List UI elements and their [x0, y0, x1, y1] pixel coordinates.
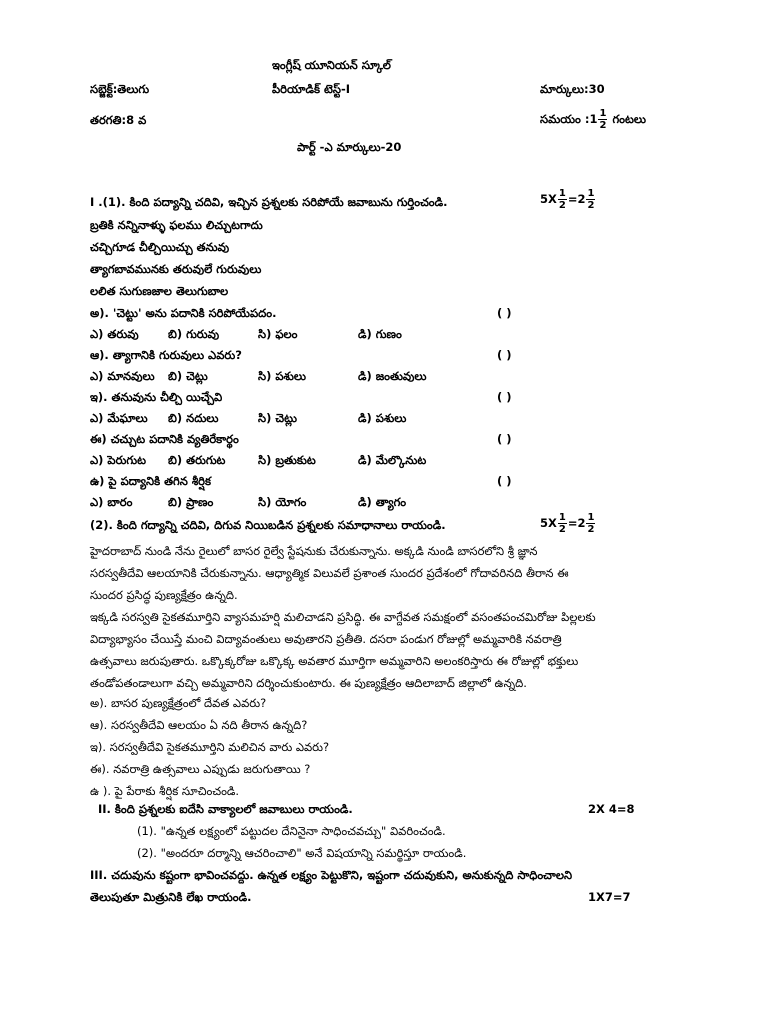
q1-option: ఎ) తరువు — [90, 327, 139, 341]
answer-bracket: ( ) — [497, 306, 512, 320]
section-two-item: (1). "ఉన్నత లక్ష్యంలో పట్టుదల దేనినైనా సాధించవచ్చు" వివరించండి. — [137, 824, 446, 838]
q1-option: సి) పశులు — [258, 369, 306, 383]
time-suffix: గంటలు — [612, 112, 646, 126]
marks-total: మార్కులు:30 — [540, 82, 605, 96]
time-fraction: $\frac{1}{2}$ — [599, 108, 607, 131]
q1-question: ఆ). త్యాగానికి గురువులు ఎవరు? — [90, 348, 242, 362]
poem-line: చచ్చిగూడ చీల్చియిచ్చు తనువు — [90, 240, 230, 254]
q1-option: సి) ఫలం — [258, 327, 298, 341]
poem-line: బ్రతికి నన్నినాళ్ళు ఫలము లిచ్చుటగాదు — [90, 218, 263, 232]
q1-option: డి) గుణం — [358, 327, 402, 341]
school-name: ఇంగ్లీష్ యూనియన్ స్కూల్ — [272, 58, 391, 72]
q2-question: ఇ). సరస్వతీదేవి సైకతమూర్తిని మలిచిన వారు ఎవరు? — [90, 740, 330, 754]
q1-option: ఎ) పెరుగుట — [90, 453, 146, 467]
q1-option: సి) బ్రతుకుట — [258, 453, 316, 467]
answer-bracket: ( ) — [497, 390, 512, 404]
q1-option: బి) తరుగుట — [168, 453, 226, 467]
section-three-line1: III. చదువును కష్టంగా భావించవద్దు. ఉన్నత లక్ష్యం పెట్టుకొని, ఇష్టంగా చదువుకుని, అనుకున్నది సాధించాలని — [90, 868, 573, 882]
passage-line: విద్యాభ్యాసం చేయిస్తే మంచి విద్యావంతులు అవుతారని ప్రతీతి. దసరా పండుగ రోజుల్లో అమ్మవారికి నవరాత్రి — [90, 632, 562, 646]
q1-marks: 5X $\frac{1}{2}$ =2 $\frac{1}{2}$ — [540, 188, 595, 211]
section-three-line2: తెలుపుతూ మిత్రునికి లేఖ రాయండి. — [90, 890, 252, 904]
q1-option: డి) మేల్కొనుట — [358, 453, 427, 467]
q1-question: ఉ) పై పద్యానికి తగిన శీర్షిక — [90, 474, 211, 488]
q1-question: అ). 'చెట్టు' అను పదానికి సరిపోయేపదం. — [90, 306, 277, 320]
answer-bracket: ( ) — [497, 474, 512, 488]
q1-option: ఎ) మానవులు — [90, 369, 155, 383]
passage-line: ఉత్సవాలు జరుపుతారు. ఒక్కొక్కరోజు ఒక్కొక్క అవతార మూర్తిగా అమ్మవారిని అలంకరిస్తారు ఈ రోజుల్లో భక్తులు — [90, 654, 579, 668]
q2-questions — [90, 692, 690, 802]
q1-option: సి) యోగం — [258, 495, 307, 509]
section-two-heading: II. కింది ప్రశ్నలకు ఐదేసి వాక్యాలలో జవాబులు రాయండి. — [98, 802, 353, 816]
answer-bracket: ( ) — [497, 348, 512, 362]
time-prefix: సమయం :1 — [540, 112, 598, 126]
passage-line: సుందర ప్రసిద్ధ పుణ్యక్షేత్రం ఉన్నది. — [90, 588, 238, 602]
q1-option: బి) గురువు — [168, 327, 220, 341]
passage-line: ఇక్కడి సరస్వతి సైకతమూర్తిని వ్యాసమహర్షి మలిచాడని ప్రసిద్ధి. ఈ వాగ్దేవత సమక్షంలో వసంతపంచమిరోజు పిల్లలకు — [90, 610, 596, 624]
q1-option: బి) ప్రాణం — [168, 495, 214, 509]
passage-line: హైదరాబాద్ నుండి నేను రైలులో బాసర రైల్వే స్టేషనుకు చేరుకున్నాను. అక్కడి నుండి బాసరలోని శ్రీ జ్ఞాన — [90, 544, 538, 558]
section-two-marks: 2X 4=8 — [588, 802, 635, 816]
passage — [90, 540, 690, 694]
q1-heading: I .(1). కింది పద్యాన్ని చదివి, ఇచ్చిన ప్రశ్నలకు సరిపోయే జవాబును గుర్తించండి. — [90, 195, 448, 209]
q1-option: బి) చెట్లు — [168, 369, 208, 383]
q2-question: ఉ ). పై పేరాకు శీర్షిక సూచించండి. — [90, 784, 240, 798]
q1-option: డి) పశులు — [358, 411, 407, 425]
poem-line: లలిత సుగుణజాల తెలుగుబాల — [90, 284, 229, 298]
q1-question: ఈ) చచ్చుట పదానికి వ్యతిరేకార్థం — [90, 432, 239, 446]
q1-option: సి) చెట్లు — [258, 411, 297, 425]
section-three-marks: 1X7=7 — [588, 890, 631, 904]
q1-option: ఎ) బారం — [90, 495, 133, 509]
subject-label: సబ్జెక్ట్:తెలుగు — [90, 82, 150, 96]
q1-option: డి) జంతువులు — [358, 369, 427, 383]
poem-line: త్యాగబావమునకు తరువులే గురువులు — [90, 262, 262, 276]
q1-option: బి) నదులు — [168, 411, 219, 425]
time-label — [540, 108, 646, 131]
q2-marks: 5X $\frac{1}{2}$ =2 $\frac{1}{2}$ — [540, 512, 595, 535]
test-title: పీరియాడిక్ టెస్ట్-I — [272, 82, 350, 96]
passage-line: తండోపతండాలుగా వచ్చి అమ్మవారిని దర్శించుకుంటారు. ఈ పుణ్యక్షేత్రం ఆదిలాబాద్ జిల్లాలో ఉన్నది. — [90, 676, 527, 690]
q2-heading: (2). కింది గద్యాన్ని చదివి, దిగువ నియిబడిన ప్రశ్నలకు సమాధానాలు రాయండి. — [90, 518, 446, 532]
q1-option: ఎ) మేఘాలు — [90, 411, 148, 425]
section-two-item: (2). "అందరూ దర్మాన్ని ఆచరించాలి" అనే విషయాన్ని సమర్థిస్తూ రాయండి. — [137, 846, 467, 860]
q2-question: ఆ). సరస్వతీదేవి ఆలయం ఏ నది తీరాన ఉన్నది? — [90, 718, 308, 732]
class-label: తరగతి:8 వ — [90, 113, 147, 127]
part-heading: పార్ట్ -ఎ మార్కులు-20 — [297, 140, 402, 154]
q1-question: ఇ). తనువును చీల్చి యిచ్చేవి — [90, 390, 223, 404]
q2-question: ఈ). నవరాత్రి ఉత్సవాలు ఎప్పుడు జరుగుతాయి ? — [90, 762, 311, 776]
answer-bracket: ( ) — [497, 432, 512, 446]
q2-question: అ). బాసర పుణ్యక్షేత్రంలో దేవత ఎవరు? — [90, 696, 267, 710]
q1-option: డి) త్యాగం — [358, 495, 407, 509]
passage-line: సరస్వతీదేవి ఆలయానికి చేరుకున్నాను. ఆధ్యాత్మిక విలువలే ప్రశాంత సుందర ప్రదేశంలో గోదావరినది తీరాన ఈ — [90, 566, 569, 580]
